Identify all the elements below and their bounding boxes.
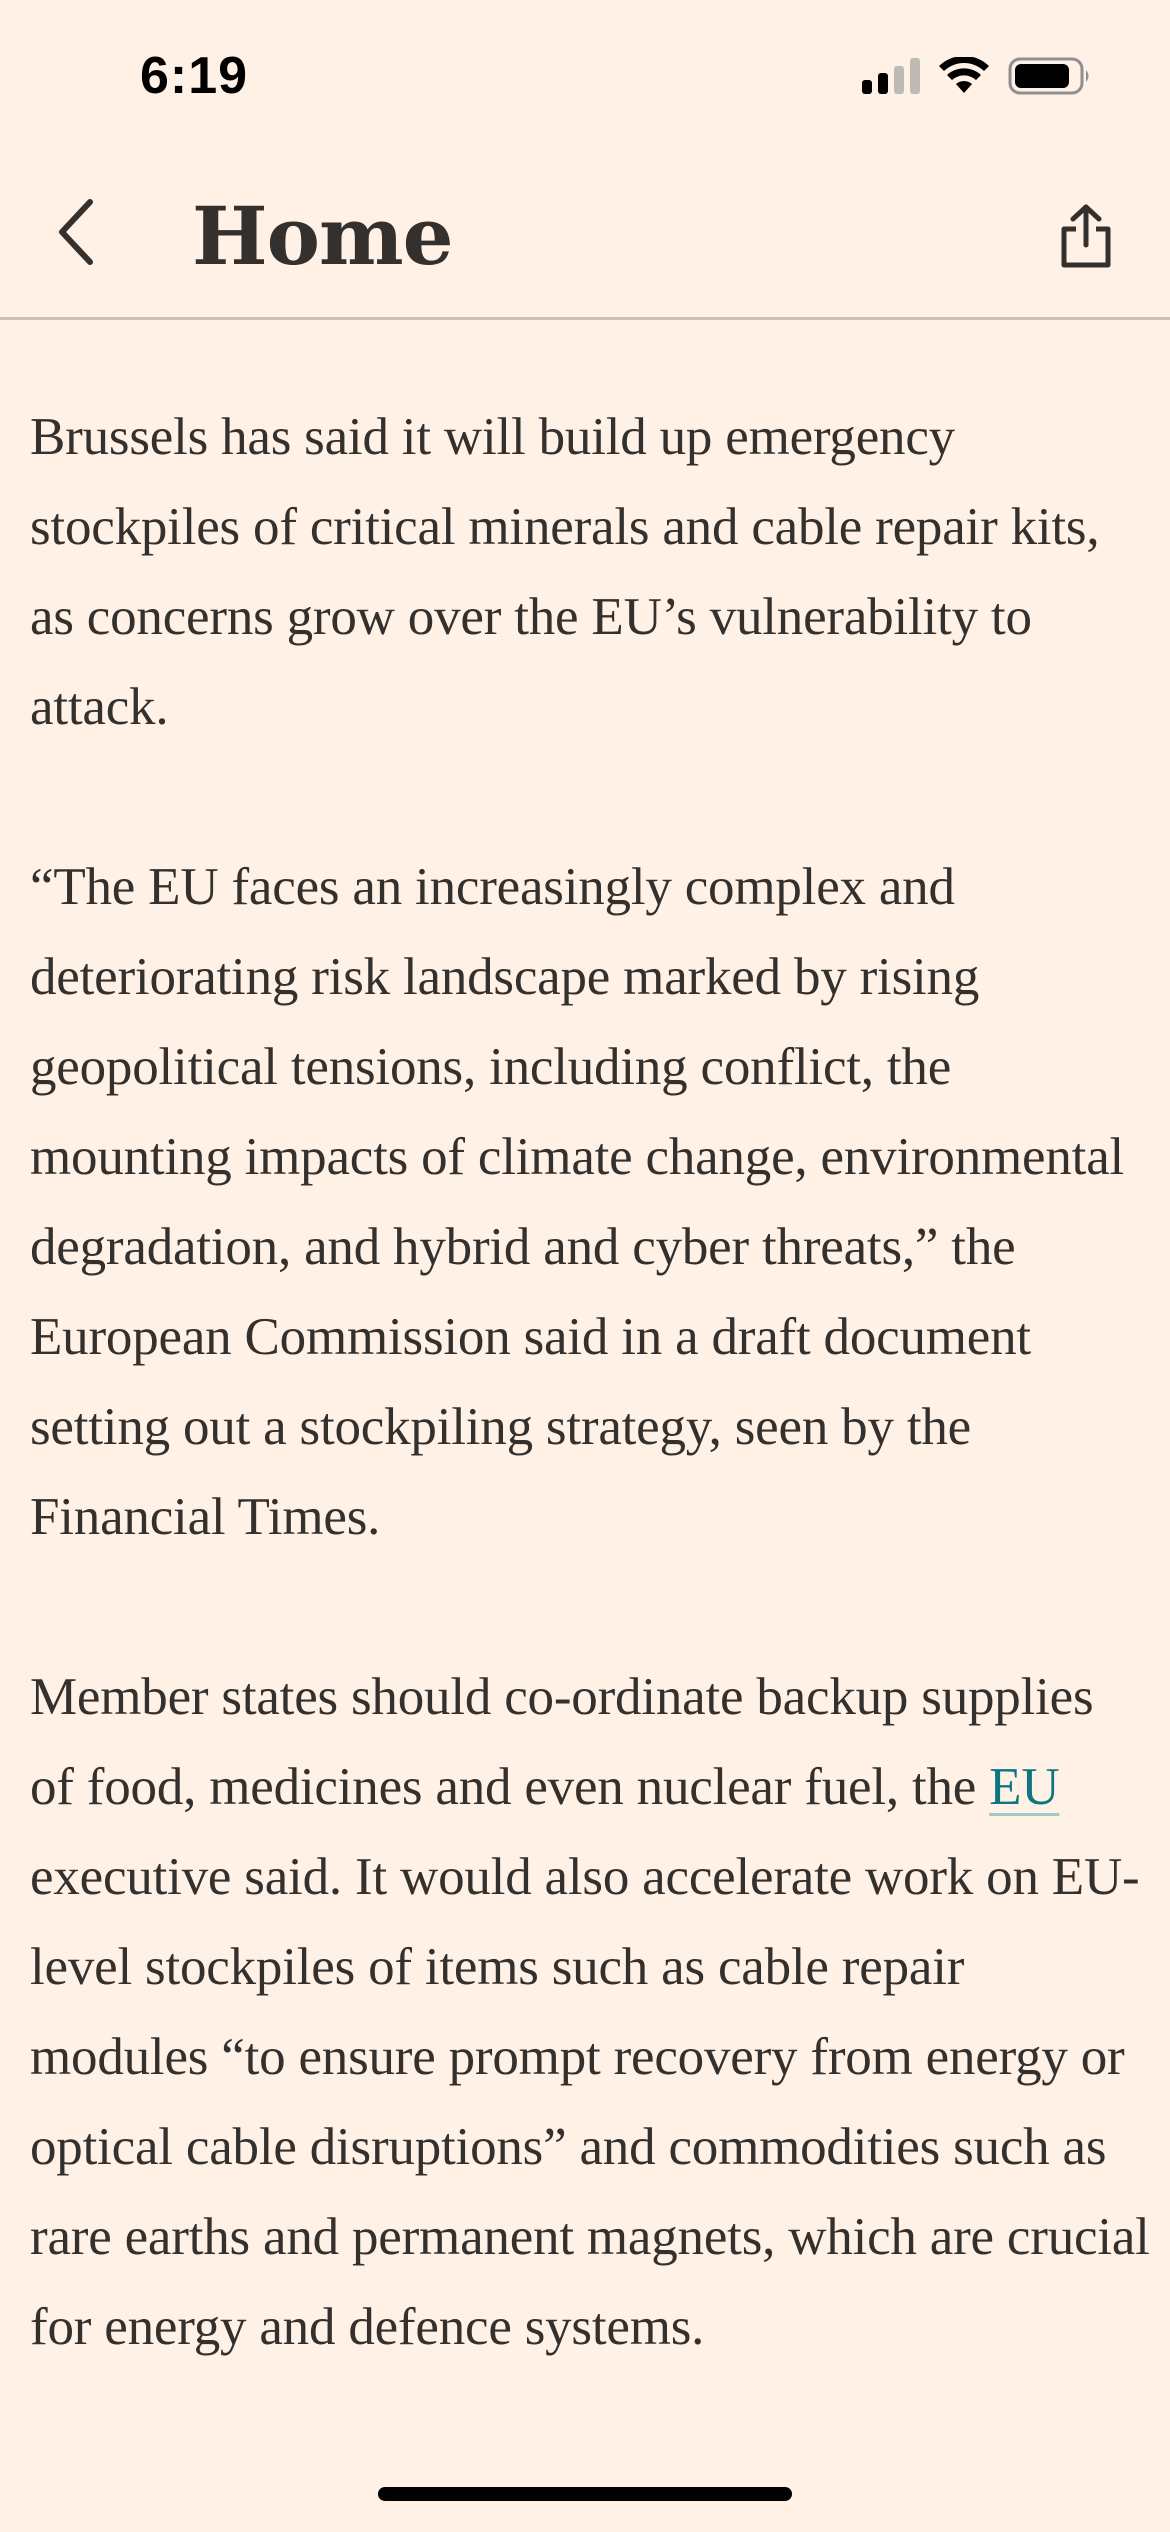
eu-topic-link[interactable]: EU [989,1758,1060,1816]
battery-icon [1008,56,1092,96]
article-paragraph: “The EU faces an increasingly complex and deteriorating risk landscape marked by rising geopolitical tensions, including conflict, the mounting impacts of climate change, environmental degradation, and hybrid and cyber threats,” the European Commission said in a draft document setting out a stockpiling strategy, seen by the Financial Times. [30,858,1125,1546]
paragraph-text: executive said. It would also accelerate work on EU-level stockpiles of items such as cable repair modules “to ensure prompt recovery from energy or optical cable disruptions” and commodities such as rare earths and permanent magnets, which are crucial for energy and defence systems. [30,1848,1150,2356]
share-icon [1056,203,1116,269]
cellular-signal-icon [862,58,920,94]
article-body [30,392,1150,2372]
page-title: Home [192,189,453,283]
share-button[interactable] [1046,196,1126,276]
status-bar [0,0,1170,150]
wifi-icon [938,57,990,95]
nav-header [0,150,1170,320]
article-paragraph: Brussels has said it will build up emergency stockpiles of critical minerals and cable repair kits, as concerns grow over the EU’s vulnerability to attack. [30,408,1100,736]
paragraph-text: Member states should co-ordinate backup supplies of food, medicines and even nuclear fuel, the [30,1668,1094,1816]
chevron-left-icon [54,196,98,268]
status-icons [862,56,1092,96]
status-time: 6:19 [140,47,249,105]
article-paragraph [30,1652,1150,2372]
back-button[interactable] [40,192,112,272]
home-indicator[interactable] [378,2487,792,2501]
